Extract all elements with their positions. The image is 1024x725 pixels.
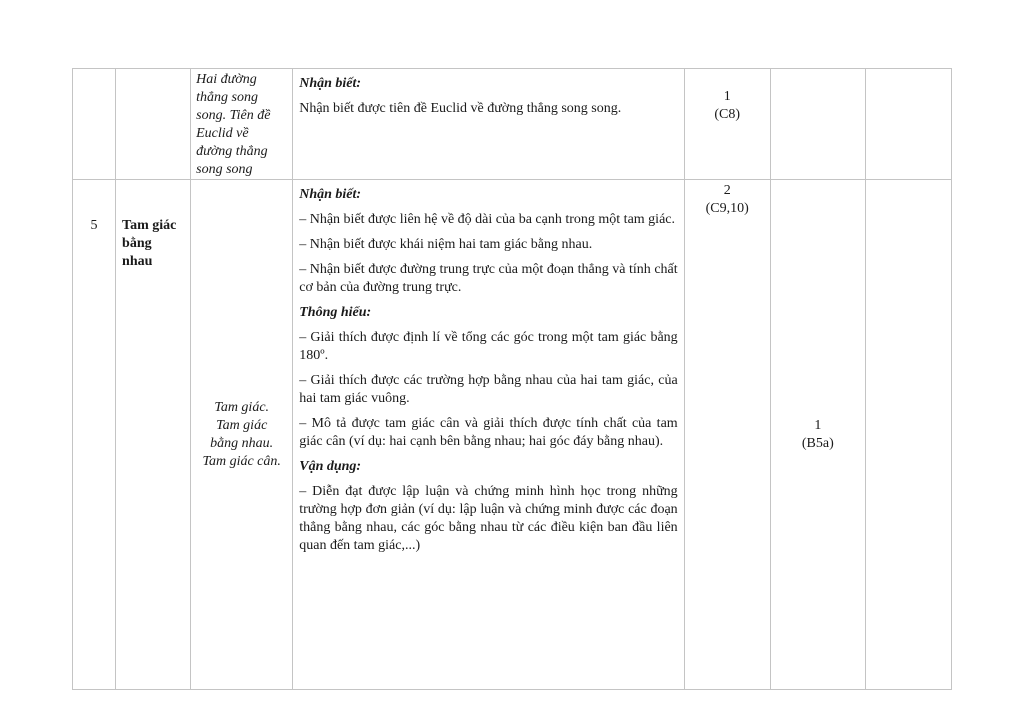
topic-cell <box>191 180 293 690</box>
requirement-item: – Nhận biết được liên hệ về độ dài của ba cạnh trong một tam giác. <box>299 212 675 227</box>
requirement-item: – Diễn đạt được lập luận và chứng minh hình học trong những trường hợp đơn giản (ví dụ: lập luận và chứng minh được các đoạn thẳng bằng nhau, các góc bằng nhau từ các điều kiện ban đầu liên quan đến tam giác,...) <box>299 484 678 553</box>
stt-cell <box>73 69 116 180</box>
requirement-item: – Nhận biết được khái niệm hai tam giác bằng nhau. <box>299 237 593 252</box>
requirement-item: – Mô tả được tam giác cân và giải thích được tính chất của tam giác cân (ví dụ: hai cạnh bên bằng nhau; hai góc đáy bằng nhau). <box>299 416 678 449</box>
requirement-cell <box>293 69 684 180</box>
question-count-cell <box>770 69 865 180</box>
requirement-item: – Giải thích được các trường hợp bằng nhau của hai tam giác, của hai tam giác vuông. <box>299 373 678 406</box>
question-count-cell <box>684 69 770 180</box>
level-heading-recognition: Nhận biết: <box>299 76 362 91</box>
topic-line: song song <box>196 162 253 177</box>
level-heading-comprehension: Thông hiểu: <box>299 305 372 320</box>
topic-line: song. Tiên đề <box>196 108 271 123</box>
question-count: 1 <box>723 89 731 104</box>
chapter-cell <box>116 69 191 180</box>
requirement-cell <box>293 180 684 690</box>
table-row <box>73 180 952 690</box>
topic-line: Tam giác cân. <box>202 453 281 469</box>
chapter-line: bằng <box>122 236 152 251</box>
requirement-item: Nhận biết được tiên đề Euclid về đường thẳng song song. <box>299 101 622 116</box>
question-count-cell <box>770 180 865 690</box>
topic-text <box>191 69 292 179</box>
level-heading-application: Vận dụng: <box>299 459 362 474</box>
level-heading-recognition: Nhận biết: <box>299 187 362 202</box>
requirement-item: – Giải thích được định lí về tổng các góc trong một tam giác bằng 180º. <box>299 330 678 363</box>
topic-line: Tam giác <box>216 417 268 433</box>
topic-line: bằng nhau. <box>210 435 274 451</box>
topic-cell <box>191 69 293 180</box>
question-count: 2 <box>723 183 731 198</box>
question-ref: (B5a) <box>801 435 834 451</box>
question-ref: (C9,10) <box>705 201 749 216</box>
chapter-line: nhau <box>122 254 153 269</box>
topic-line: thẳng song <box>196 90 258 105</box>
chapter-line: Tam giác <box>122 218 177 233</box>
question-count-cell <box>865 69 951 180</box>
question-count-cell <box>865 180 951 690</box>
topic-line: Euclid về <box>196 126 249 141</box>
topic-line: đường thẳng <box>196 144 268 159</box>
topic-line: Tam giác. <box>214 399 270 415</box>
question-count: 1 <box>814 417 822 433</box>
table-row <box>73 69 952 180</box>
assessment-matrix-table <box>72 68 952 690</box>
stt-cell: 5 <box>73 180 116 690</box>
requirement-item: – Nhận biết được đường trung trực của một đoạn thẳng và tính chất cơ bản của đường trung trực. <box>299 262 678 295</box>
chapter-cell <box>116 180 191 690</box>
question-count-cell <box>684 180 770 690</box>
topic-line: Hai đường <box>196 72 257 87</box>
question-ref: (C8) <box>714 107 741 122</box>
